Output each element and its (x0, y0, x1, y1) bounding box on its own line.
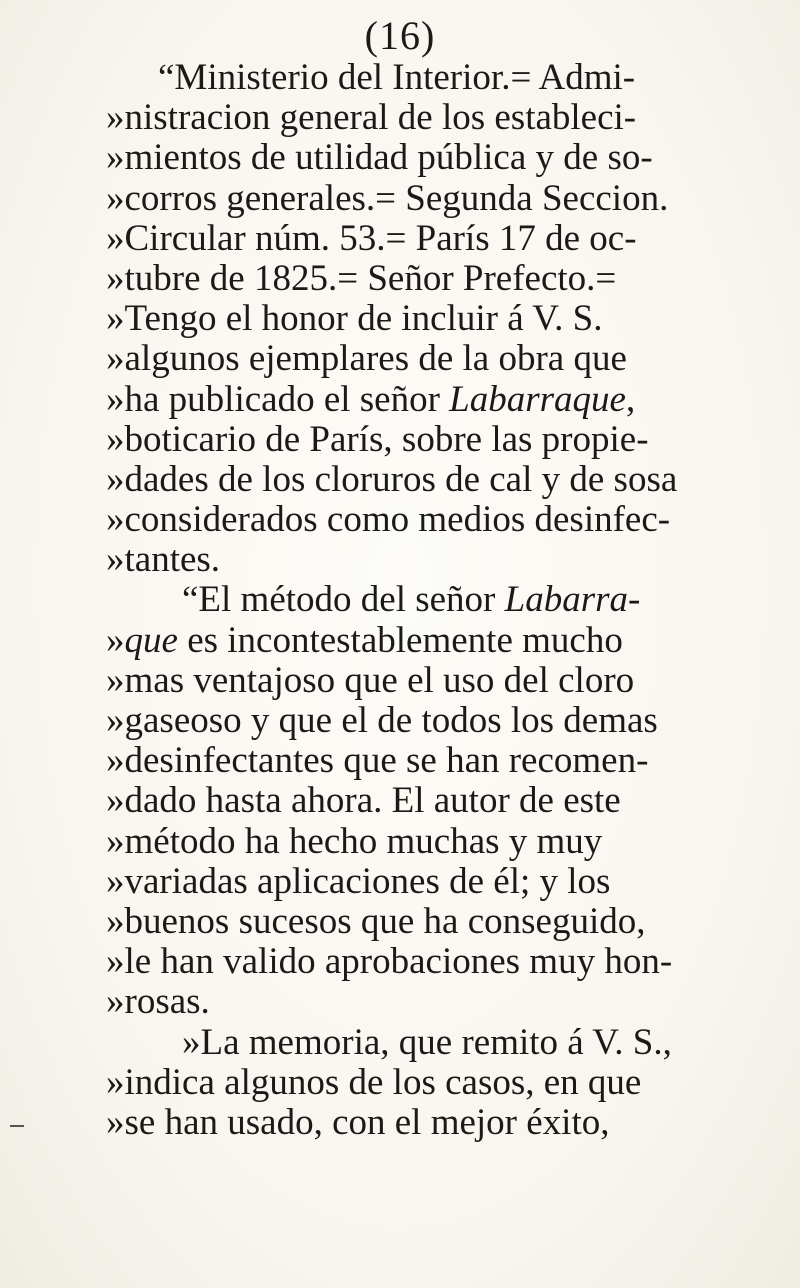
text-line: »mientos de utilidad pública y de so- (106, 137, 653, 179)
text-line: “El método del señor Labarra- (182, 579, 641, 621)
text-line: »variadas aplicaciones de él; y los (106, 860, 611, 902)
margin-mark (10, 1125, 24, 1127)
text-line: »tantes. (106, 539, 221, 581)
text-line: »indica algunos de los casos, en que (106, 1061, 642, 1103)
text-line: »dado hasta ahora. El autor de este (106, 780, 621, 822)
text-line: »método ha hecho muchas y muy (106, 820, 603, 862)
text-line: »considerados como medios desinfec- (106, 499, 671, 541)
text-line: »que es incontestablemente mucho (106, 619, 623, 661)
text-line: »desinfectantes que se han recomen- (106, 740, 649, 782)
text-line: »buenos sucesos que ha conseguido, (106, 900, 646, 942)
text-line: »dades de los cloruros de cal y de sosa (106, 458, 678, 500)
text-line: »tubre de 1825.= Señor Prefecto.= (106, 257, 617, 299)
text-line: »La memoria, que remito á V. S., (182, 1021, 672, 1063)
text-line: »le han valido aprobaciones muy hon- (106, 941, 673, 983)
text-line: »corros generales.= Segunda Seccion. (106, 177, 669, 219)
page-number: (16) (364, 13, 436, 58)
text-line: »algunos ejemplares de la obra que (106, 338, 627, 380)
text-line: »boticario de París, sobre las propie- (106, 418, 649, 460)
text-line: »rosas. (106, 981, 210, 1023)
text-line: »Tengo el honor de incluir á V. S. (106, 298, 603, 340)
text-line: »gaseoso y que el de todos los demas (106, 700, 658, 741)
text-line: »nistracion general de los estableci- (106, 97, 637, 139)
text-line: »ha publicado el señor Labarraque, (106, 378, 636, 420)
body-text (106, 58, 796, 1143)
text-line: “Ministerio del Interior.= Admi- (158, 57, 636, 98)
text-line: »mas ventajoso que el uso del cloro (106, 659, 635, 701)
text-line: »Circular núm. 53.= París 17 de oc- (106, 217, 637, 259)
text-line: »se han usado, con el mejor éxito, (106, 1101, 610, 1143)
